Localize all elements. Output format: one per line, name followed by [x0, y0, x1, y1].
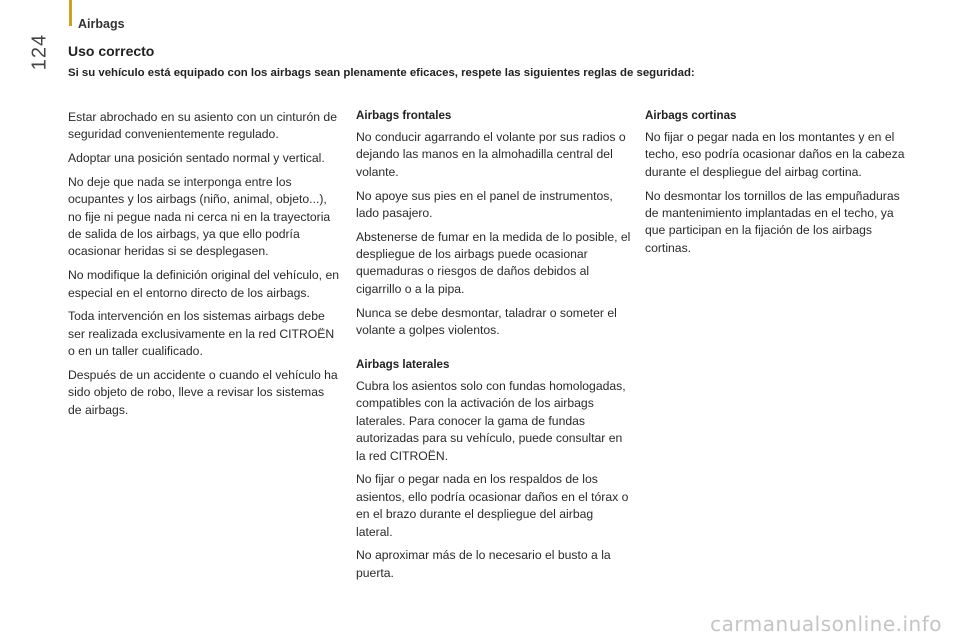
- section-accent-bar: [69, 0, 72, 26]
- paragraph: No deje que nada se interponga entre los ocupantes y los airbags (niño, animal, objeto...), no fije ni pegue nada ni cerca ni en la trayectoria de salida de los airbags, ya que ello podría ocasionar heridas si se desplegasen.: [68, 174, 331, 259]
- paragraph: Toda intervención en los sistemas airbags debe ser realizada exclusivamente en la red CITROËN o en un taller cualificado.: [68, 309, 335, 359]
- curtain-airbags-section: [645, 109, 915, 263]
- general-rules-column: [68, 109, 340, 425]
- paragraph: No apoye sus pies en el panel de instrumentos, lado pasajero.: [356, 188, 613, 220]
- frontal-airbags-heading: Airbags frontales: [356, 109, 452, 122]
- paragraph: Abstenerse de fumar en la medida de lo posible, el despliegue de los airbags puede ocasionar quemaduras o riesgos de daños debidos al cigarrillo o a la pipa.: [356, 229, 631, 296]
- side-airbags-section: [356, 358, 632, 588]
- paragraph: No conducir agarrando el volante por sus radios o dejando las manos en la almohadilla central del volante.: [356, 130, 626, 179]
- paragraph: Cubra los asientos solo con fundas homologadas, compatibles con la activación de los airbags laterales. Para conocer la gama de fundas autorizadas para su vehículo, puede consultar en la red CITROËN.: [356, 379, 626, 463]
- paragraph: Adoptar una posición sentado normal y vertical.: [68, 151, 325, 166]
- paragraph: Nunca se debe desmontar, taladrar o someter el volante a golpes violentos.: [356, 305, 617, 337]
- page-number: 124: [28, 33, 51, 71]
- page-title: Uso correcto: [68, 43, 155, 59]
- watermark: carmanualsonline.info: [710, 612, 942, 636]
- paragraph: No desmontar los tornillos de las empuñaduras de mantenimiento implantadas en el techo, ya que participan en la fijación de los airbags cortinas.: [645, 188, 900, 255]
- paragraph: Después de un accidente o cuando el vehículo ha sido objeto de robo, lleve a revisar los sistemas de airbags.: [68, 367, 338, 417]
- frontal-airbags-section: [356, 109, 632, 346]
- intro-text: Si su vehículo está equipado con los airbags sean plenamente eficaces, respete las siguientes reglas de seguridad:: [68, 67, 695, 79]
- paragraph: No aproximar más de lo necesario el busto a la puerta.: [356, 548, 611, 580]
- curtain-airbags-heading: Airbags cortinas: [645, 109, 737, 122]
- paragraph: Estar abrochado en su asiento con un cinturón de seguridad convenientemente regulado.: [68, 110, 337, 142]
- section-header: Airbags: [78, 17, 125, 31]
- side-airbags-heading: Airbags laterales: [356, 358, 450, 371]
- paragraph: No fijar o pegar nada en los respaldos de los asientos, ello podría ocasionar daños en el tórax o en el brazo durante el despliegue del airbag lateral.: [356, 472, 629, 539]
- paragraph: No modifique la definición original del vehículo, en especial en el entorno directo de los airbags.: [68, 268, 339, 300]
- paragraph: No fijar o pegar nada en los montantes y en el techo, eso podría ocasionar daños en la cabeza durante el despliegue del airbag cortina.: [645, 130, 905, 179]
